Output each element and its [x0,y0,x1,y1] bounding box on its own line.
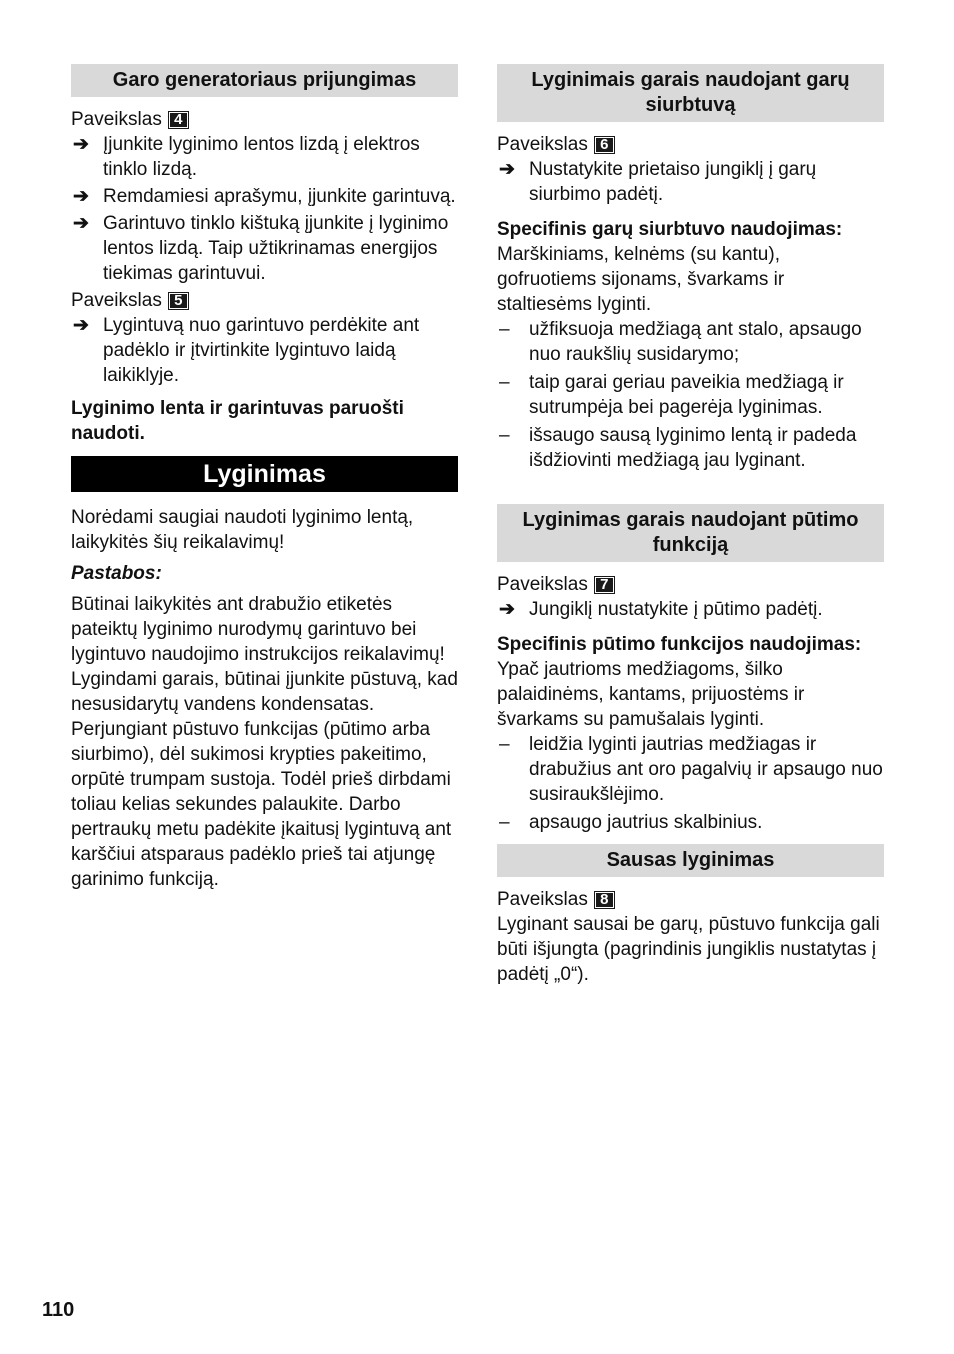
blow-heading: Lyginimas garais naudojant pūtimo funkciją [497,504,884,562]
figure-label: Paveikslas [71,290,162,311]
blow-use-text: Ypač jautrioms medžiagoms, šilko palaidinėms, kantams, prijuostėms ir švarkams su pamušalais lyginti. [497,659,805,730]
step-text: Nustatykite prietaiso jungiklį į garų siurbimo padėtį. [529,159,817,205]
figure-label: Paveikslas [497,134,588,155]
notes-label: Pastabos: [71,563,162,584]
figure-label: Paveikslas [497,889,588,910]
dash-item [497,423,884,473]
step-text: Jungiklį nustatykite į pūtimo padėtį. [529,599,823,620]
figure-ref-8 [497,887,884,912]
arrow-right-icon: ➔ [73,134,89,155]
ready-text: Lyginimo lenta ir garintuvas paruošti naudoti. [71,398,404,444]
intro-text: Norėdami saugiai naudoti lyginimo lentą, laikykitės šių reikalavimų! [71,507,414,553]
figure-number-badge: 7 [594,576,615,594]
dash-item [497,370,884,420]
left-column [71,64,458,892]
figure-number-badge: 6 [594,136,615,154]
figure-number-badge: 5 [168,292,189,310]
figure-number-badge: 8 [594,891,615,909]
dry-heading: Sausas lyginimas [497,844,884,877]
step-text: Įjunkite lyginimo lentos lizdą į elektros tinklo lizdą. [103,134,420,180]
step-item [71,132,458,182]
dash-item [497,810,884,835]
suction-heading: Lyginimais garais naudojant garų siurbtuvą [497,64,884,122]
suction-use-label: Specifinis garų siurbtuvo naudojimas: [497,219,843,240]
dash-text: apsaugo jautrius skalbinius. [529,812,763,833]
dash-text: leidžia lyginti jautrias medžiagas ir drabužius ant oro pagalvių ir apsaugo nuo susiraukšlėjimo. [529,734,883,805]
dash-item [497,732,884,807]
step-item [497,597,884,622]
dash-item [497,317,884,367]
step-item [71,313,458,388]
step-text: Lygintuvą nuo garintuvo perdėkite ant padėklo ir įtvirtinkite lygintuvo laidą laikiklyje. [103,315,420,386]
figure-ref-7 [497,572,884,597]
figure-ref-6 [497,132,884,157]
ironing-heading: Lyginimas [71,456,458,492]
connect-heading: Garo generatoriaus prijungimas [71,64,458,97]
dash-text: užfiksuoja medžiagą ant stalo, apsaugo nuo raukšlių susidarymo; [529,319,862,365]
dash-mark: – [499,319,510,340]
dash-text: taip garai geriau paveikia medžiagą ir sutrumpėja bei pagerėja lyginimas. [529,372,844,418]
step-item [497,157,884,207]
arrow-right-icon: ➔ [499,599,515,620]
dash-mark: – [499,425,510,446]
step-item [71,184,458,209]
arrow-right-icon: ➔ [73,186,89,207]
dash-mark: – [499,812,510,833]
blow-use-label: Specifinis pūtimo funkcijos naudojimas: [497,634,862,655]
suction-use-text: Marškiniams, kelnėms (su kantu), gofruotiems sijonams, švarkams ir staltiesėms lyginti. [497,244,785,315]
dash-text: išsaugo sausą lyginimo lentą ir padeda išdžiovinti medžiagą jau lyginant. [529,425,857,471]
step-item [71,211,458,286]
step-text: Garintuvo tinklo kištuką įjunkite į lyginimo lentos lizdą. Taip užtikrinamas energijos tiekimas garintuvui. [103,213,449,284]
page-number: 110 [42,1299,75,1321]
arrow-right-icon: ➔ [499,159,515,180]
dash-mark: – [499,734,510,755]
arrow-right-icon: ➔ [73,315,89,336]
dry-text: Lyginant sausai be garų, pūstuvo funkcija gali būti išjungta (pagrindinis jungiklis nustatytas į padėtį „0“). [497,914,880,985]
arrow-right-icon: ➔ [73,213,89,234]
figure-ref-4 [71,107,458,132]
figure-ref-5 [71,288,458,313]
step-text: Remdamiesi aprašymu, įjunkite garintuvą. [103,186,456,207]
figure-label: Paveikslas [497,574,588,595]
figure-number-badge: 4 [168,111,189,129]
right-column [497,64,884,987]
notes-text: Būtinai laikykitės ant drabužio etiketės pateiktų lyginimo nurodymų garintuvo bei lygintuvo naudojimo instrukcijos reikalavimų! Lygindami garais, būtinai įjunkite pūstuvą, kad nesusidarytų vandens kondensatas. Perjungiant pūstuvo funkcijas (pūtimo arba siurbimo), dėl sukimosi krypties pakeitimo, orpūtė trumpam sustoja. Todėl prieš dirbdami toliau kelias sekundes palaukite. Darbo pertraukų metu padėkite įkaitusį lygintuvą ant karščiui atsparaus padėklo prieš tai atjungę garinimo funkciją. [71,594,458,890]
dash-mark: – [499,372,510,393]
figure-label: Paveikslas [71,109,162,130]
